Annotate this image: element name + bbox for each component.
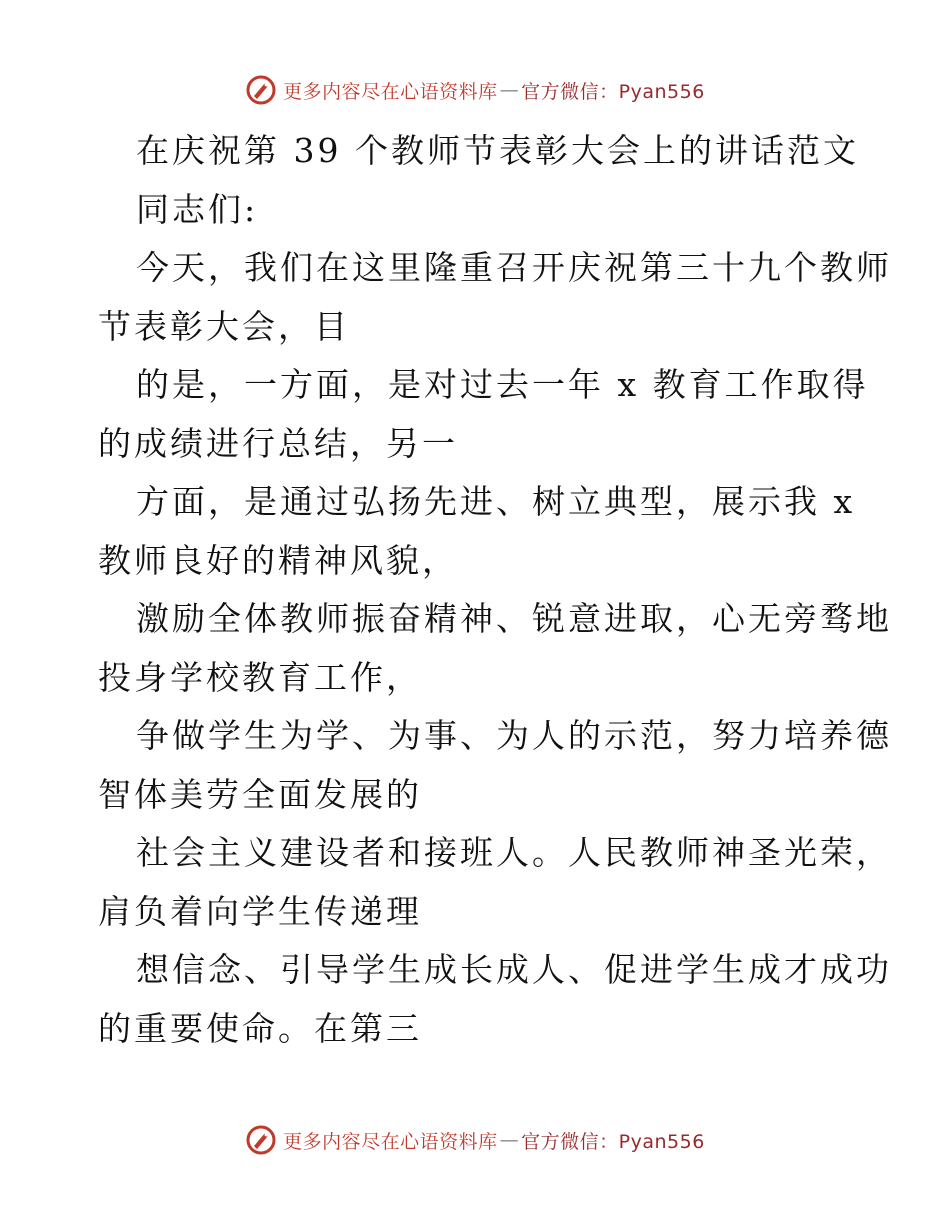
watermark-text: 更多内容尽在心语资料库 xyxy=(283,1130,498,1153)
text-line: 方面，是通过弘扬先进、树立典型，展示我 x xyxy=(136,482,856,521)
text-line: 投身学校教育工作， xyxy=(98,657,422,697)
text-line: 肩负着向学生传递理 xyxy=(98,891,422,931)
text-line: 教师良好的精神风貌， xyxy=(98,540,458,580)
watermark-separator: — xyxy=(499,1129,520,1151)
text-line: 社会主义建设者和接班人。人民教师神圣光荣， xyxy=(136,833,892,872)
text-line: 想信念、引导学生成长成人、促进学生成才成功 xyxy=(136,950,892,989)
watermark-contact: 官方微信：Pyan556 xyxy=(521,80,705,103)
text-line: 激励全体教师振奋精神、锐意进取，心无旁骛地 xyxy=(136,599,892,638)
watermark-header xyxy=(0,70,950,110)
text-line: 节表彰大会，目 xyxy=(98,306,350,346)
watermark-contact: 官方微信：Pyan556 xyxy=(521,1130,705,1153)
text-line: 同志们: xyxy=(136,189,259,229)
text-line: 的是，一方面，是对过去一年 x 教育工作取得 xyxy=(136,365,869,404)
text-line: 今天，我们在这里隆重召开庆祝第三十九个教师 xyxy=(136,248,892,287)
text-line: 争做学生为学、为事、为人的示范，努力培养德 xyxy=(136,716,892,755)
library-logo-icon xyxy=(245,1124,277,1156)
library-logo-icon xyxy=(245,74,277,106)
document-body xyxy=(98,122,892,1058)
document-title: 在庆祝第 39 个教师节表彰大会上的讲话范文 xyxy=(136,131,859,170)
watermark-text: 更多内容尽在心语资料库 xyxy=(283,80,498,103)
text-line: 的重要使命。在第三 xyxy=(98,1008,422,1048)
watermark-footer xyxy=(0,1120,950,1160)
text-line: 的成绩进行总结，另一 xyxy=(98,423,458,463)
watermark-separator: — xyxy=(499,79,520,101)
text-line: 智体美劳全面发展的 xyxy=(98,774,422,814)
